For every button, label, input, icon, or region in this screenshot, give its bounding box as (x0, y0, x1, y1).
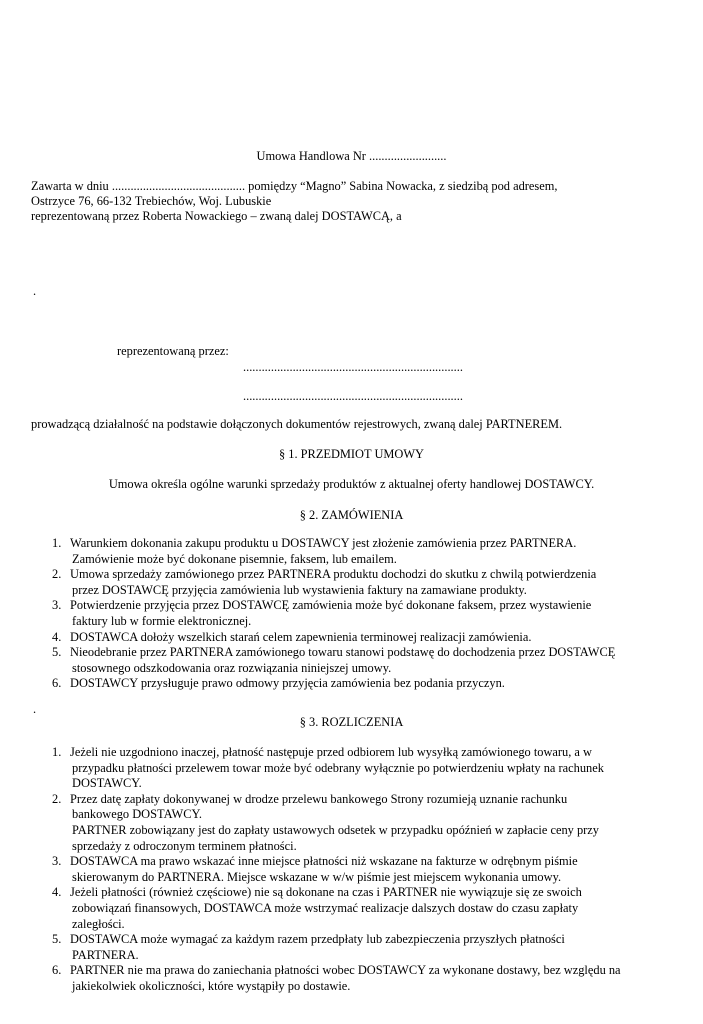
list-item: 3. DOSTAWCA ma prawo wskazać inne miejsce płatności niż wskazane na fakturze w odrębnym piśmie skierowanym do PARTNERA. Miejsce wskazane w w/w piśmie jest miejscem wykonania umowy. (52, 854, 578, 884)
section-3-list (52, 745, 621, 995)
list-item: 1. Warunkiem dokonania zakupu produktu u DOSTAWCY jest złożenie zamówienia przez PARTNERA. Zamówienie może być dokonane pisemnie, faksem, lub emailem. (52, 536, 577, 566)
section-3-heading: § 3. ROZLICZENIA (299, 715, 404, 729)
intro-line-2: Ostrzyce 76, 66-132 Trebiechów, Woj. Lubuskie (31, 194, 272, 208)
list-item: 6. PARTNER nie ma prawa do zaniechania płatności wobec DOSTAWCY za wykonane dostawy, bez względu na jakiekolwiek okoliczności, które wystąpiły po dostawie. (52, 963, 621, 993)
representative-blank-2: ....................................................................... (243, 389, 463, 403)
intro-line-1: Zawarta w dniu ........................................... pomiędzy “Magno” Sabina Nowacka, z siedzibą pod adresem, (31, 179, 558, 193)
list-item: 1. Jeżeli nie uzgodniono inaczej, płatność następuje przed odbiorem lub wysyłką zamówionego towaru, a w przypadku płatności przelewem towar może być odebrany wyłącznie po potwierdzeniu wpłaty na rachunek DOSTAWCY. (52, 745, 604, 791)
list-item: 2. Umowa sprzedaży zamówionego przez PARTNERA produktu dochodzi do skutku z chwilą potwierdzenia przez DOSTAWCĘ przyjęcia zamówienia lub wystawienia faktury na zamawiane produkty. (52, 567, 597, 597)
stray-dot: . (33, 702, 37, 716)
representative-blank-1: ....................................................................... (243, 360, 463, 374)
intro-line-3: reprezentowaną przez Roberta Nowackiego – zwaną dalej DOSTAWCĄ, a (31, 209, 402, 223)
list-item: 5. DOSTAWCA może wymagać za każdym razem przedpłaty lub zabezpieczenia przyszłych płatności PARTNERA. (52, 932, 565, 962)
list-item: 4. Jeżeli płatności (również częściowe) nie są dokonane na czas i PARTNER nie wywiązuje się ze swoich zobowiązań finansowych, DOSTAWCA może wstrzymać realizacje dalszych dostaw do czasu zapłaty zaległości. (52, 885, 582, 931)
list-item: 2. Przez datę zapłaty dokonywanej w drodze przelewu bankowego Strony rozumieją uznanie rachunku bankowego DOSTAWCY. PARTNER zobowiązany jest do zapłaty ustawowych odsetek w przypadku opóźnień w zapłacie ceny przy sprzedaży z odroczonym terminem płatności. (52, 791, 599, 853)
section-2-heading: § 2. ZAMÓWIENIA (299, 508, 404, 522)
list-item: 3. Potwierdzenie przyjęcia przez DOSTAWCĘ zamówienia może być dokonane faksem, przez wystawienie faktury lub w formie elektronicznej. (52, 598, 592, 628)
partner-definition: prowadzącą działalność na podstawie dołączonych dokumentów rejestrowych, zwaną dalej PARTNEREM. (31, 417, 563, 431)
stray-dot: . (33, 284, 37, 298)
section-1-heading: § 1. PRZEDMIOT UMOWY (278, 447, 424, 461)
list-item: 4. DOSTAWCA dołoży wszelkich starań celem zapewnienia terminowej realizacji zamówienia. (52, 629, 532, 644)
section-1-text: Umowa określa ogólne warunki sprzedaży produktów z aktualnej oferty handlowej DOSTAWCY. (108, 477, 595, 491)
section-2-list (52, 536, 615, 692)
contract-title: Umowa Handlowa Nr ......................... (256, 149, 447, 163)
list-item: 6. DOSTAWCY przysługuje prawo odmowy przyjęcia zamówienia bez podania przyczyn. (52, 676, 505, 691)
represented-by-label: reprezentowaną przez: (117, 344, 229, 358)
list-item: 5. Nieodebranie przez PARTNERA zamówionego towaru stanowi podstawę do dochodzenia przez DOSTAWCĘ stosownego odszkodowania oraz rozwiązania niniejszej umowy. (52, 645, 616, 675)
